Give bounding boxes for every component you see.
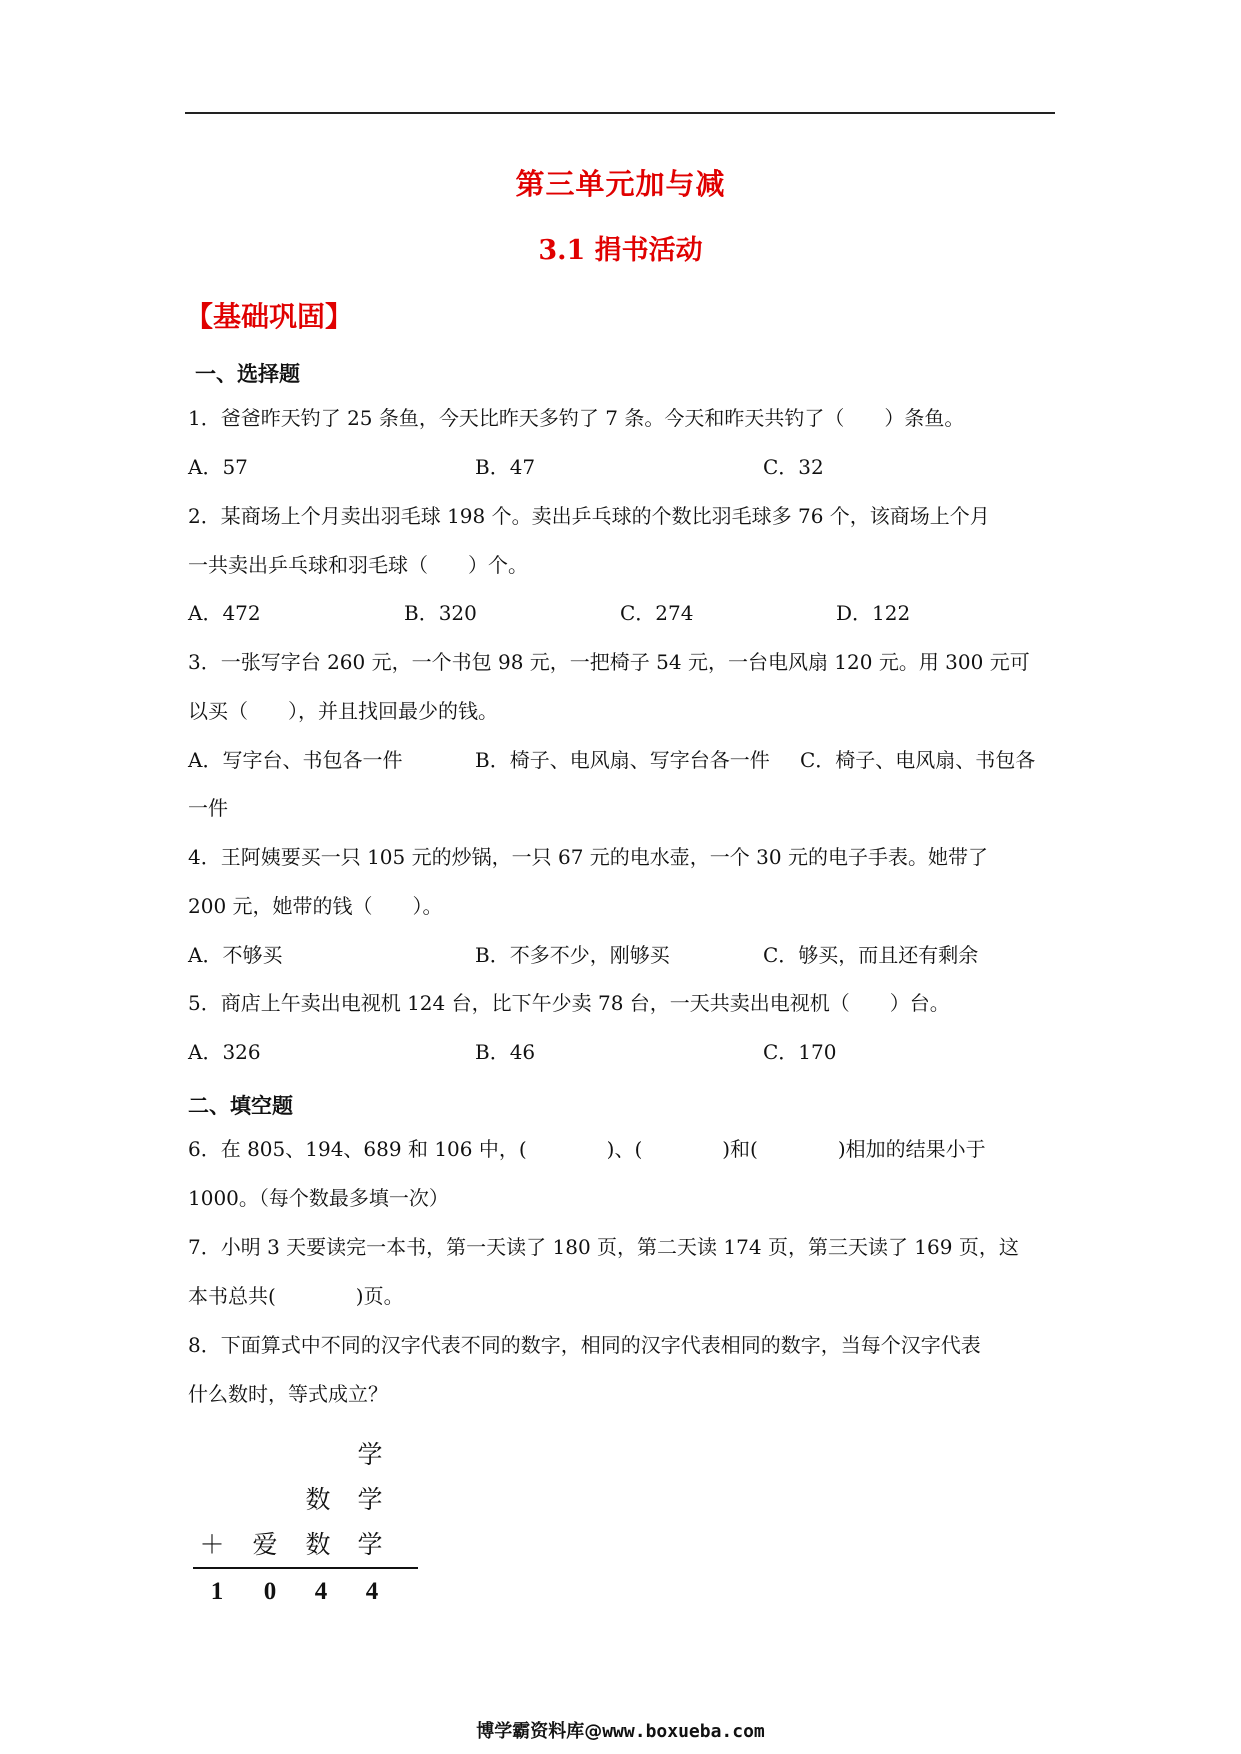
q2-option-a: A．472 <box>188 601 261 625</box>
puzzle-row3-tens: 数 <box>305 1530 331 1559</box>
section-heading: 【基础巩固】 <box>185 300 354 333</box>
q2-option-b: B．320 <box>404 601 477 625</box>
q2-option-c: C．274 <box>620 601 694 625</box>
question-7-line2: 本书总共( )页。 <box>188 1284 404 1308</box>
puzzle-result-hundreds: 0 <box>263 1578 277 1605</box>
part1-heading: 一、选择题 <box>195 361 300 386</box>
question-7-line1: 7．小明 3 天要读完一本书，第一天读了 180 页，第二天读 174 页，第三天读了 169 页，这 <box>188 1235 1019 1259</box>
footer-url: www.boxueba.com <box>602 1721 765 1742</box>
footer-label: 博学霸资料库@ <box>476 1721 603 1742</box>
q3-option-c-cont: 一件 <box>188 796 228 820</box>
q2-option-d: D．122 <box>836 601 911 625</box>
q3-option-c: C．椅子、电风扇、书包各 <box>800 748 1036 772</box>
q4-option-b: B．不多不少，刚够买 <box>475 943 670 967</box>
question-6-line2: 1000。（每个数最多填一次） <box>188 1186 449 1210</box>
page-footer <box>0 1717 1241 1743</box>
question-6-line1: 6．在 805、194、689 和 106 中，( )、( )和( )相加的结果小于 <box>188 1137 986 1161</box>
q5-option-c: C．170 <box>763 1040 837 1064</box>
q4-option-a: A．不够买 <box>188 943 283 967</box>
question-3-line2: 以买（ ），并且找回最少的钱。 <box>188 699 498 723</box>
puzzle-result-ones: 4 <box>365 1578 379 1605</box>
q5-option-b: B．46 <box>475 1040 536 1064</box>
puzzle-row1-ones: 学 <box>357 1440 383 1469</box>
q5-option-a: A．326 <box>188 1040 261 1064</box>
puzzle-result-tens: 4 <box>314 1578 328 1605</box>
question-8-line2: 什么数时，等式成立？ <box>188 1382 388 1406</box>
question-2-line2: 一共卖出乒乓球和羽毛球（ ）个。 <box>188 553 528 577</box>
question-4-line2: 200 元，她带的钱（ ）。 <box>188 894 443 918</box>
q3-option-b: B．椅子、电风扇、写字台各一件 <box>475 748 770 772</box>
puzzle-sum-rule <box>193 1567 418 1569</box>
q4-option-c: C．够买，而且还有剩余 <box>763 943 979 967</box>
q1-option-c: C．32 <box>763 455 824 479</box>
q3-option-a: A．写字台、书包各一件 <box>188 748 403 772</box>
puzzle-row3-ones: 学 <box>357 1530 383 1559</box>
q1-option-a: A．57 <box>188 455 248 479</box>
lesson-title: 3.1 捐书活动 <box>538 235 703 266</box>
puzzle-result-thousands: 1 <box>210 1578 224 1605</box>
question-4-line1: 4．王阿姨要买一只 105 元的炒锅，一只 67 元的电水壶，一个 30 元的电子手表。她带了 <box>188 845 988 869</box>
header-rule <box>185 112 1055 114</box>
puzzle-row3-hundreds: 爱 <box>252 1530 278 1559</box>
part2-heading: 二、填空题 <box>188 1093 293 1118</box>
question-8-line1: 8．下面算式中不同的汉字代表不同的数字，相同的汉字代表相同的数字，当每个汉字代表 <box>188 1333 981 1357</box>
unit-title: 第三单元加与减 <box>515 167 726 201</box>
puzzle-row2-tens: 数 <box>305 1485 331 1514</box>
puzzle-row2-ones: 学 <box>357 1485 383 1514</box>
question-1: 1．爸爸昨天钓了 25 条鱼，今天比昨天多钓了 7 条。今天和昨天共钓了（ ）条鱼。 <box>188 406 965 430</box>
question-2-line1: 2．某商场上个月卖出羽毛球 198 个。卖出乒乓球的个数比羽毛球多 76 个，该商场上个月 <box>188 504 990 528</box>
q1-option-b: B．47 <box>475 455 536 479</box>
puzzle-plus-sign: ＋ <box>199 1530 225 1559</box>
question-5: 5．商店上午卖出电视机 124 台，比下午少卖 78 台，一天共卖出电视机（ ）台。 <box>188 991 950 1015</box>
question-3-line1: 3．一张写字台 260 元，一个书包 98 元，一把椅子 54 元，一台电风扇 120 元。用 300 元可 <box>188 650 1030 674</box>
